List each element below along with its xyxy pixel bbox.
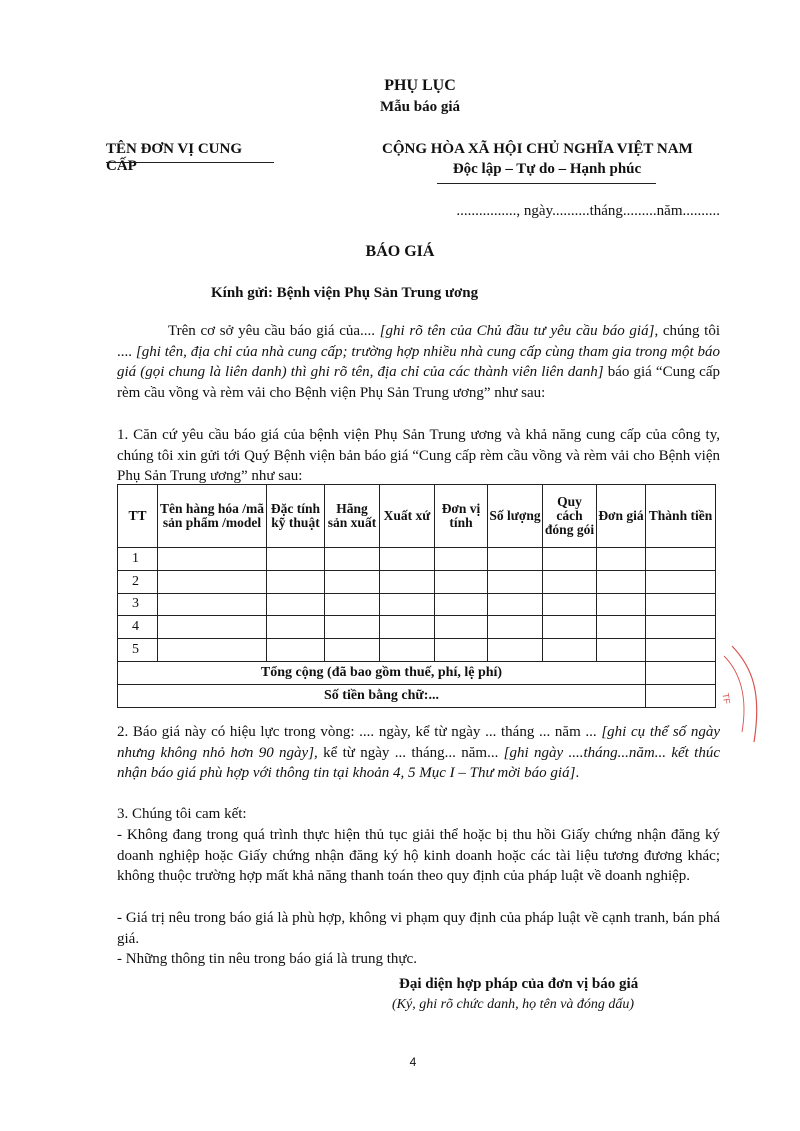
- table-cell: [325, 570, 380, 593]
- intro-note-1: [ghi rõ tên của Chủ đầu tư yêu cầu báo giá]: [379, 323, 655, 339]
- intro-mid: , chúng tôi ....: [117, 323, 720, 360]
- row-number: 5: [118, 639, 158, 662]
- total-amount-cell: [646, 661, 716, 684]
- signer-note: (Ký, ghi rõ chức danh, họ tên và đóng dấu): [392, 997, 635, 1012]
- supplier-underline: [106, 162, 274, 163]
- table-cell: [158, 570, 267, 593]
- table-cell: [158, 639, 267, 662]
- table-cell: [158, 548, 267, 571]
- row-number: 4: [118, 616, 158, 639]
- total-row: [118, 661, 716, 684]
- table-cell: [380, 593, 435, 616]
- header-manufacturer: Hãng sản xuất: [325, 485, 380, 548]
- table-cell: [435, 639, 488, 662]
- intro-paragraph: [117, 321, 720, 404]
- stamp-arc-outer: [732, 646, 757, 742]
- stamp-mark: [712, 642, 772, 752]
- signer-title: Đại diện hợp pháp của đơn vị báo giá: [399, 976, 639, 992]
- table-cell: [597, 570, 646, 593]
- table-cell: [380, 616, 435, 639]
- table-cell: [267, 570, 325, 593]
- table-cell: [543, 570, 597, 593]
- header-specification: Đặc tính kỹ thuật: [267, 485, 325, 548]
- row-number: 1: [118, 548, 158, 571]
- table-cell: [543, 616, 597, 639]
- item-1-paragraph: 1. Căn cứ yêu cầu báo giá của bệnh viện Phụ Sản Trung ương và khả năng cung cấp của công ty, chúng tôi xin gửi tới Quý Bệnh viện bản báo giá “Cung cấp rèm cầu vồng và rèm vải cho Bệnh viện Phụ Sản Trung ương” như sau:: [117, 427, 720, 485]
- document-title: BÁO GIÁ: [365, 243, 435, 260]
- row-number: 2: [118, 570, 158, 593]
- amount-in-words-cell: [646, 684, 716, 707]
- intro-lead: Trên cơ sở yêu cầu báo giá của....: [168, 323, 380, 339]
- table-cell: [325, 616, 380, 639]
- commitment-item: - Giá trị nêu trong báo giá là phù hợp, không vi phạm quy định của pháp luật về cạnh tranh, bán phá giá.: [117, 910, 720, 947]
- table-row: [118, 570, 716, 593]
- table-cell: [267, 616, 325, 639]
- table-cell: [435, 570, 488, 593]
- table-cell: [646, 548, 716, 571]
- table-row: [118, 616, 716, 639]
- header-origin: Xuất xứ: [380, 485, 435, 548]
- table-cell: [597, 616, 646, 639]
- table-cell: [435, 593, 488, 616]
- item-2-paragraph: [117, 722, 720, 784]
- table-cell: [488, 639, 543, 662]
- table-cell: [158, 593, 267, 616]
- table-cell: [597, 593, 646, 616]
- appendix-title: PHỤ LỤC: [384, 77, 456, 94]
- header-quantity: Số lượng: [488, 485, 543, 548]
- table-cell: [646, 639, 716, 662]
- amount-in-words-label: Số tiền bằng chữ:...: [118, 684, 646, 707]
- header-amount: Thành tiền: [646, 485, 716, 548]
- table-row: [118, 548, 716, 571]
- table-cell: [543, 548, 597, 571]
- nation-motto: Độc lập – Tự do – Hạnh phúc: [452, 161, 642, 177]
- table-cell: [158, 616, 267, 639]
- table-cell: [488, 616, 543, 639]
- amount-in-words-row: [118, 684, 716, 707]
- table-cell: [325, 548, 380, 571]
- table-cell: [325, 639, 380, 662]
- item-2-mid: , kể từ ngày ... tháng... năm...: [314, 744, 504, 761]
- table-header-row: [118, 485, 716, 548]
- table-cell: [267, 593, 325, 616]
- table-cell: [267, 548, 325, 571]
- total-label: Tổng cộng (đã bao gồm thuế, phí, lệ phí): [118, 661, 646, 684]
- table-cell: [380, 548, 435, 571]
- table-cell: [543, 639, 597, 662]
- table-cell: [646, 570, 716, 593]
- header-unit-price: Đơn giá: [597, 485, 646, 548]
- table-cell: [597, 548, 646, 571]
- header-product-name: Tên hàng hóa /mã sản phẩm /model: [158, 485, 267, 548]
- nation-title: CỘNG HÒA XÃ HỘI CHỦ NGHĨA VIỆT NAM: [382, 141, 693, 157]
- commitment-item: - Không đang trong quá trình thực hiện thủ tục giải thể hoặc bị thu hồi Giấy chứng nhận đăng ký doanh nghiệp hoặc Giấy chứng nhận đăng ký hộ kinh doanh hoặc các tài liệu tương đương khác; không thuộc trường hợp mất khả năng thanh toán theo quy định của pháp luật về doanh nghiệp.: [117, 827, 720, 885]
- item-2-note-2: [ghi ngày ....tháng...năm... kết thúc nhận báo giá phù hợp với thông tin tại khoản 4, 5 Mục I – Thư mời báo giá]: [117, 744, 720, 782]
- motto-underline: [437, 183, 656, 184]
- table-cell: [597, 639, 646, 662]
- table-cell: [435, 616, 488, 639]
- table-cell: [325, 593, 380, 616]
- table-cell: [488, 570, 543, 593]
- quote-table: [117, 484, 716, 708]
- table-cell: [435, 548, 488, 571]
- table-cell: [488, 548, 543, 571]
- table-row: [118, 639, 716, 662]
- item-2-tail: .: [575, 765, 580, 782]
- recipient-line: Kính gửi: Bệnh viện Phụ Sản Trung ương: [211, 285, 479, 301]
- table-cell: [646, 593, 716, 616]
- date-line: ................, ngày..........tháng.........năm..........: [456, 203, 720, 219]
- table-cell: [543, 593, 597, 616]
- table-cell: [380, 570, 435, 593]
- header-tt: TT: [118, 485, 158, 548]
- table-cell: [488, 593, 543, 616]
- table-row: [118, 593, 716, 616]
- table-cell: [646, 616, 716, 639]
- table-cell: [267, 639, 325, 662]
- header-packaging: Quy cách đóng gói: [543, 485, 597, 548]
- item-2-lead: 2. Báo giá này có hiệu lực trong vòng: .... ngày, kể từ ngày ... tháng ... năm ...: [117, 724, 602, 740]
- item-2-note-1: [ghi cụ thể số ngày nhưng không nhỏ hơn 90 ngày]: [117, 724, 720, 761]
- commitment-item: - Những thông tin nêu trong báo giá là trung thực.: [117, 951, 417, 967]
- stamp-text: TF: [720, 692, 733, 705]
- supplier-name: TÊN ĐƠN VỊ CUNG CẤP: [106, 141, 242, 174]
- intro-note-2: [ghi tên, địa chỉ của nhà cung cấp; trường hợp nhiều nhà cung cấp cùng tham gia trong một báo giá (gọi chung là liên danh) thì ghi rõ tên, địa chỉ của các thành viên liên danh]: [117, 343, 721, 381]
- page-number: 4: [409, 1055, 417, 1069]
- intro-tail: báo giá “Cung cấp rèm cầu vồng và rèm vải cho Bệnh viện Phụ Sản Trung ương” như sau:: [117, 364, 720, 402]
- row-number: 3: [118, 593, 158, 616]
- appendix-subtitle: Mẫu báo giá: [379, 99, 460, 115]
- table-cell: [380, 639, 435, 662]
- item-3-paragraph: 3. Chúng tôi cam kết:: [117, 806, 247, 822]
- header-unit: Đơn vị tính: [435, 485, 488, 548]
